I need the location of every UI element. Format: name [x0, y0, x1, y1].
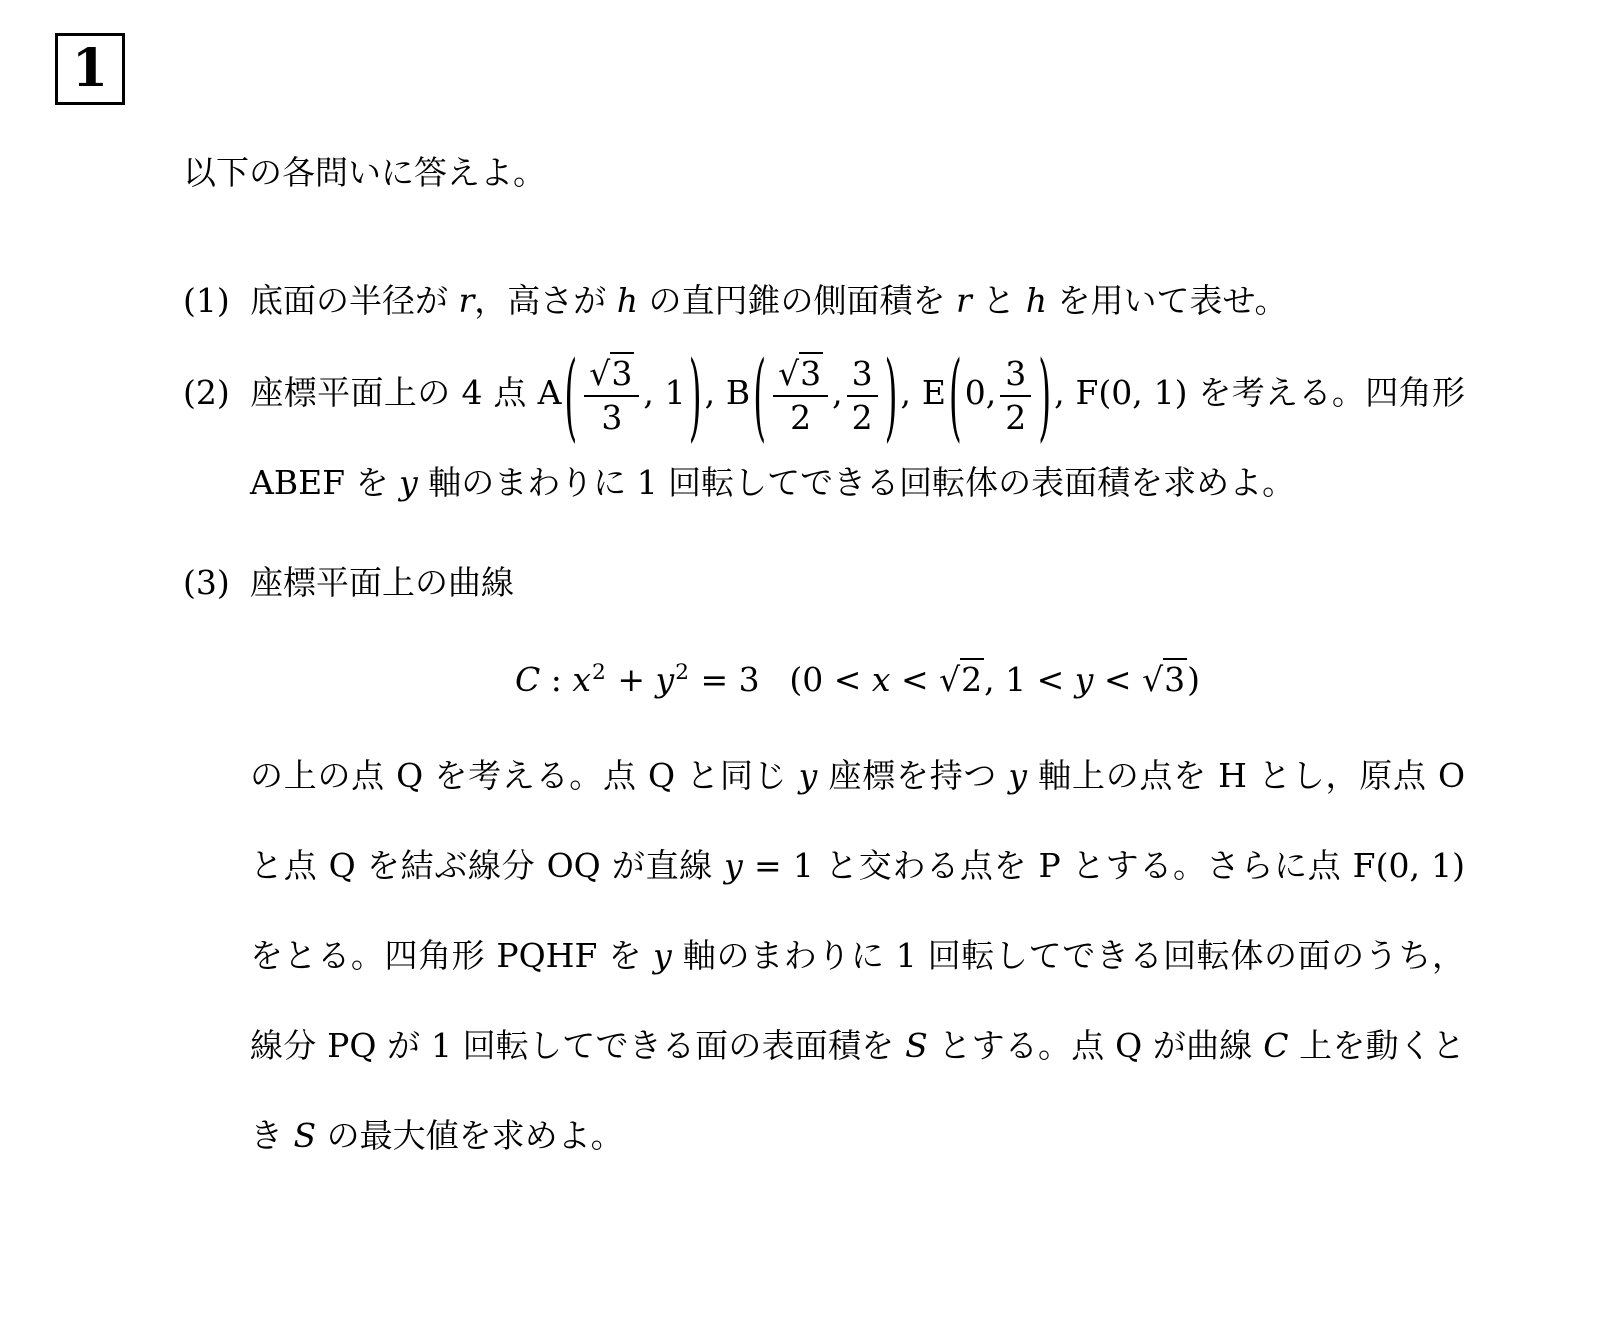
domain-condition: (0 < x < √2, 1 < y < √3) — [789, 660, 1200, 699]
var-s: S — [293, 1116, 317, 1155]
sqrt-3: √3 — [1142, 660, 1186, 699]
question-3-label: (3) — [183, 563, 230, 602]
big-right-paren: ) — [1038, 338, 1052, 452]
var-h: h — [616, 281, 639, 320]
point-b-label: B — [725, 373, 751, 412]
point-q: Q — [328, 846, 356, 885]
sqrt-icon: √ — [939, 660, 961, 699]
var-c: C — [1263, 1026, 1289, 1065]
var-y: y — [653, 936, 672, 975]
point-a-label: A — [537, 373, 562, 412]
curve-equation: C : $x^2 + y^2 = 3$ (0 < x < √2, 1 < y < √3) — [515, 660, 1200, 699]
point-q: Q — [1115, 1026, 1143, 1065]
point-q: Q — [647, 756, 676, 795]
sqrt-icon: √ — [589, 354, 611, 394]
segment-oq: OQ — [546, 846, 601, 885]
point-e-label: E — [921, 373, 946, 412]
big-right-paren: ) — [884, 338, 898, 452]
segment-pq: PQ — [327, 1026, 377, 1065]
big-left-paren: ( — [753, 338, 767, 452]
var-x: x — [871, 660, 891, 699]
var-h: h — [1025, 281, 1048, 320]
sqrt-2: √2 — [939, 660, 983, 699]
question-3-head: 座標平面上の曲線 — [250, 563, 514, 602]
point-h: H — [1218, 756, 1247, 795]
exponent: 2 — [675, 660, 690, 686]
var-y: y — [724, 846, 743, 885]
exponent: 2 — [592, 660, 606, 686]
quad-pqhf: PQHF — [496, 936, 598, 975]
var-y: y — [399, 463, 418, 502]
question-2-body: 座標平面上の 4 点 A( $\frac{√3}{3}$ , 1), B( $\frac{√3}{2}$ , $\frac{3}{2}$ ), E(0, $\frac{3}{2}$ ), F(0, 1) を考える。四角形 ABEF を y 軸のまわりに 1 回転してできる回転体の表面積を求めよ。 — [250, 338, 1466, 502]
var-y: y — [1074, 660, 1094, 699]
point-o: O — [1437, 756, 1465, 795]
sqrt-icon: √ — [1142, 660, 1164, 699]
var-r: r — [458, 281, 475, 320]
point-f: F(0, 1) — [1352, 846, 1465, 885]
question-1-body: 底面の半径が r，高さが h の直円錐の側面積を r と h を用いて表せ。 — [250, 281, 1288, 320]
intro-label: 以下の各問いに答えよ。 — [183, 153, 546, 192]
fraction-sqrt3-over-2: $\frac{√3}{2}$ — [773, 354, 828, 435]
var-x: x — [572, 660, 592, 699]
fraction-3-over-2: $\frac{3}{2}$ — [1000, 354, 1031, 435]
var-y: y — [655, 660, 675, 699]
question-2-label: (2) — [183, 373, 230, 412]
big-right-paren: ) — [688, 338, 702, 452]
point-q: Q — [396, 756, 424, 795]
big-left-paren: ( — [948, 338, 962, 452]
problem-content — [183, 148, 1465, 1181]
question-3 — [183, 538, 1465, 628]
big-left-paren: ( — [564, 338, 578, 452]
var-c: C — [515, 660, 541, 699]
var-y: y — [1008, 756, 1028, 795]
question-2 — [183, 338, 1466, 528]
problem-number: 1 — [71, 38, 109, 99]
var-y: y — [798, 756, 818, 795]
fraction-3-over-2: $\frac{3}{2}$ — [847, 354, 878, 435]
question-1 — [183, 256, 1465, 346]
fraction-sqrt3-over-3: $\frac{√3}{3}$ — [584, 354, 639, 435]
point-p: P — [1038, 846, 1061, 885]
question-1-label: (1) — [183, 281, 230, 320]
problem-number-box — [55, 33, 125, 105]
var-r: r — [956, 281, 972, 320]
sqrt-icon: √ — [778, 354, 800, 394]
var-s: S — [905, 1026, 928, 1065]
quad-abef: ABEF — [250, 463, 346, 502]
question-3-paragraph: の上の点 Q を考える。点 Q と同じ y 座標を持つ y 軸上の点を H とし，原点 O と点 Q を結ぶ線分 OQ が直線 y = 1 と交わる点を P とする。さらに点 F(0, 1) をとる。四角形 PQHF を y 軸のまわりに 1 回転してできる回転体の面のうち，線分 PQ が 1 回転してできる面の表面積を S とする。点 Q が曲線 C 上を動くとき S の最大値を求めよ。 — [250, 756, 1466, 1155]
intro-text — [183, 148, 1465, 198]
point-f-label: F(0, 1) — [1075, 373, 1188, 412]
